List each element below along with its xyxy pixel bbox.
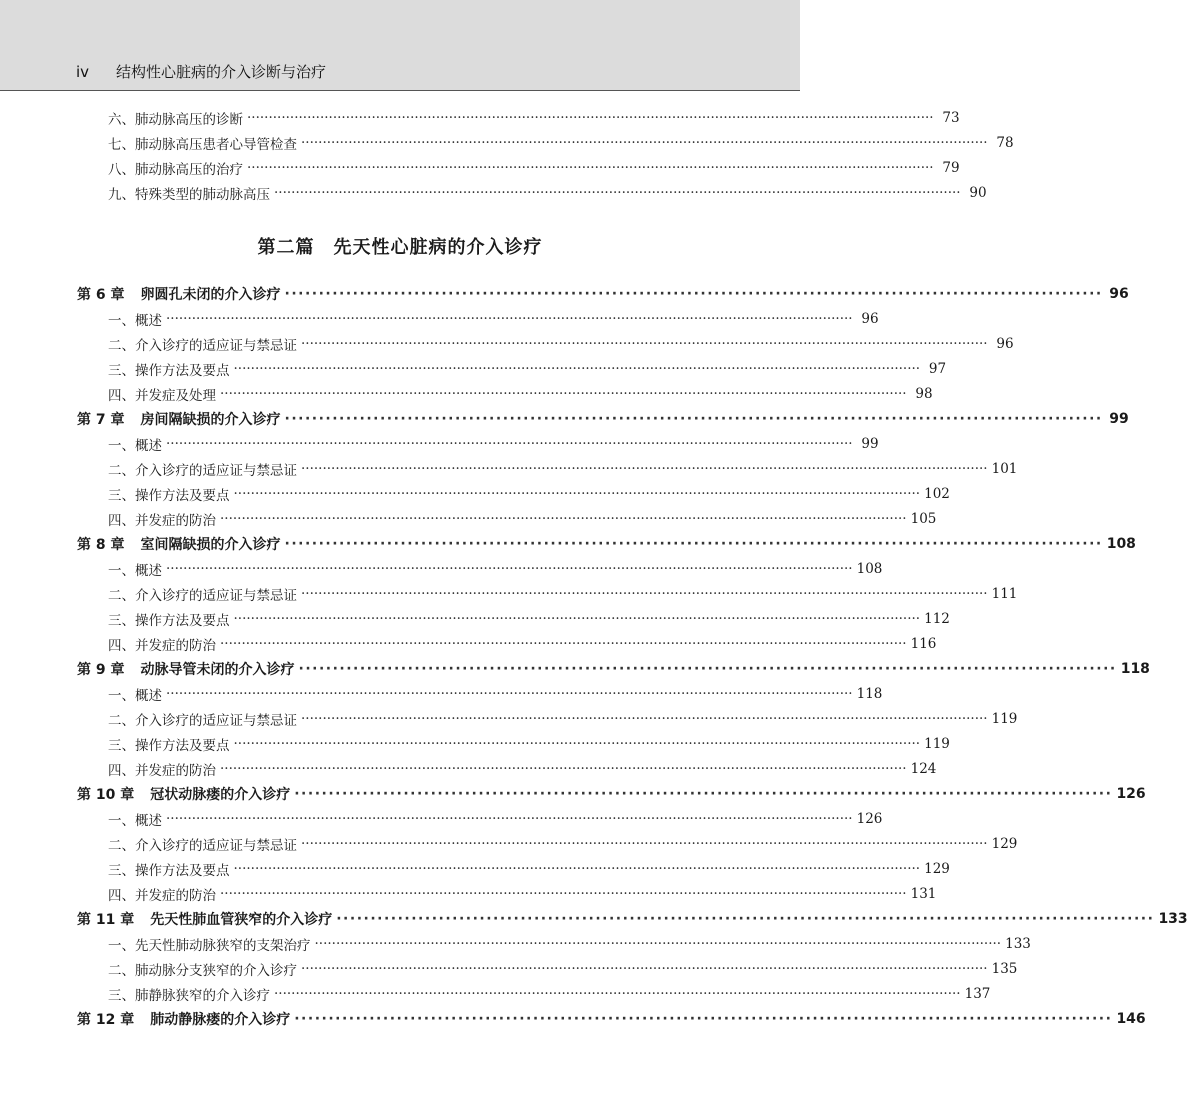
section-page: 101 [991, 461, 1018, 477]
dot-leader: ································································································································································ [166, 311, 853, 327]
dot-leader: ································································································································································ [166, 686, 853, 702]
section-title: 八、肺动脉高压的治疗 [108, 162, 243, 178]
section-title: 七、肺动脉高压患者心导管检查 [108, 137, 297, 153]
section-page: 119 [924, 736, 950, 752]
dot-leader: ································································································································································ [220, 761, 907, 777]
toc-chapter-entry[interactable] [77, 282, 1129, 306]
section-page: 90 [969, 185, 987, 201]
dot-leader: ································································································································································ [301, 836, 988, 852]
section-title: 二、肺动脉分支狭窄的介入诊疗 [108, 963, 297, 979]
toc-section-entry[interactable] [77, 707, 1018, 731]
toc-section-entry[interactable] [77, 432, 879, 456]
chapter-title: 室间隔缺损的介入诊疗 [140, 537, 281, 553]
toc-section-entry[interactable] [77, 482, 950, 506]
chapter-page: 99 [1109, 411, 1129, 427]
section-page: 96 [996, 336, 1014, 352]
running-header [0, 0, 800, 91]
dot-leader: ································································································································································ [166, 436, 853, 452]
toc-chapter-entry[interactable] [77, 907, 1188, 931]
dot-leader: ························································································································ [284, 411, 1103, 427]
section-page: 135 [991, 961, 1018, 977]
dot-leader: ································································································································································ [301, 336, 988, 352]
section-title: 四、并发症及处理 [108, 388, 216, 404]
section-page: 108 [856, 561, 883, 577]
section-title: 三、操作方法及要点 [108, 863, 230, 879]
dot-leader: ································································································································································ [233, 861, 921, 877]
section-title: 二、介入诊疗的适应证与禁忌证 [108, 463, 297, 479]
dot-leader: ································································································································································ [233, 486, 921, 502]
section-title: 三、肺静脉狭窄的介入诊疗 [108, 988, 270, 1004]
dot-leader: ································································································································································ [220, 886, 907, 902]
toc-section-entry[interactable] [77, 732, 950, 756]
dot-leader: ································································································································································ [274, 185, 961, 201]
toc-chapter-entry[interactable] [77, 782, 1146, 806]
chapter-number: 第 9 章 [77, 662, 125, 678]
chapter-page: 126 [1116, 786, 1146, 802]
section-title: 九、特殊类型的肺动脉高压 [108, 187, 270, 203]
chapter-page: 118 [1120, 661, 1150, 677]
section-title: 二、介入诊疗的适应证与禁忌证 [108, 713, 297, 729]
section-title: 三、操作方法及要点 [108, 613, 230, 629]
section-title: 一、先天性肺动脉狭窄的支架治疗 [108, 938, 311, 954]
dot-leader: ································································································································································ [301, 586, 988, 602]
toc-section-entry[interactable] [77, 932, 1031, 956]
chapter-page: 108 [1106, 536, 1136, 552]
dot-leader: ························································································································ [284, 286, 1103, 302]
section-title: 一、概述 [108, 313, 162, 329]
dot-leader: ································································································································································ [274, 986, 961, 1002]
section-page: 119 [991, 711, 1018, 727]
section-page: 105 [910, 511, 937, 527]
section-page: 137 [964, 986, 991, 1002]
section-title: 一、概述 [108, 688, 162, 704]
dot-leader: ························································································································ [294, 786, 1113, 802]
section-title: 一、概述 [108, 438, 162, 454]
toc-section-entry[interactable] [77, 757, 937, 781]
chapter-number: 第 11 章 [77, 912, 135, 928]
toc-chapter-entry[interactable] [77, 532, 1136, 556]
section-title: 二、介入诊疗的适应证与禁忌证 [108, 338, 297, 354]
dot-leader: ································································································································································ [220, 511, 907, 527]
section-title: 四、并发症的防治 [108, 888, 216, 904]
section-page: 126 [856, 811, 883, 827]
dot-leader: ························································································································ [336, 911, 1155, 927]
toc-chapter-entry[interactable] [77, 1007, 1146, 1031]
section-page: 79 [942, 160, 960, 176]
dot-leader: ································································································································································ [301, 711, 988, 727]
section-page: 116 [910, 636, 937, 652]
toc-section-entry[interactable] [77, 106, 960, 130]
chapter-number: 第 8 章 [77, 537, 125, 553]
chapter-title: 冠状动脉瘘的介入诊疗 [150, 787, 291, 803]
toc-section-entry[interactable] [77, 557, 883, 581]
section-title: 六、肺动脉高压的诊断 [108, 112, 243, 128]
section-page: 124 [910, 761, 937, 777]
toc-section-entry[interactable] [77, 957, 1018, 981]
dot-leader: ································································································································································ [166, 561, 853, 577]
section-page: 129 [924, 861, 950, 877]
dot-leader: ································································································································································ [247, 160, 934, 176]
section-title: 四、并发症的防治 [108, 763, 216, 779]
toc-section-entry[interactable] [77, 982, 991, 1006]
section-page: 133 [1005, 936, 1031, 952]
toc-section-entry[interactable] [77, 332, 1014, 356]
toc-section-entry[interactable] [77, 857, 950, 881]
page-number: iv [76, 63, 90, 81]
toc-section-entry[interactable] [77, 357, 947, 381]
toc-section-entry[interactable] [77, 156, 960, 180]
section-title: 一、概述 [108, 563, 162, 579]
chapter-page: 146 [1116, 1011, 1146, 1027]
dot-leader: ································································································································································ [220, 386, 907, 402]
toc-section-entry[interactable] [77, 832, 1018, 856]
dot-leader: ································································································································································ [314, 936, 1002, 952]
chapter-title: 动脉导管未闭的介入诊疗 [140, 662, 295, 678]
section-title: 四、并发症的防治 [108, 638, 216, 654]
toc-section-entry[interactable] [77, 882, 937, 906]
dot-leader: ································································································································································ [166, 811, 853, 827]
toc-section-entry[interactable] [77, 382, 933, 406]
section-page: 102 [924, 486, 950, 502]
chapter-page: 133 [1158, 911, 1188, 927]
section-page: 97 [928, 361, 947, 377]
section-title: 三、操作方法及要点 [108, 738, 230, 754]
section-title: 三、操作方法及要点 [108, 488, 230, 504]
section-page: 78 [996, 135, 1014, 151]
section-page: 111 [991, 586, 1018, 602]
section-page: 73 [942, 110, 960, 126]
section-page: 112 [924, 611, 950, 627]
toc-section-entry[interactable] [77, 307, 879, 331]
toc-chapter-entry[interactable] [77, 657, 1150, 681]
dot-leader: ································································································································································ [233, 611, 921, 627]
dot-leader: ································································································································································ [301, 461, 988, 477]
chapter-page: 96 [1109, 286, 1129, 302]
part-title: 第二篇 先天性心脏病的介入诊疗 [257, 237, 543, 258]
toc-section-entry[interactable] [77, 807, 883, 831]
dot-leader: ························································································································ [298, 661, 1117, 677]
chapter-number: 第 7 章 [77, 412, 125, 428]
toc-chapter-entry[interactable] [77, 407, 1129, 431]
toc-section-entry[interactable] [77, 682, 883, 706]
section-title: 三、操作方法及要点 [108, 363, 230, 379]
toc-section-entry[interactable] [77, 632, 937, 656]
chapter-title: 卵圆孔未闭的介入诊疗 [140, 287, 281, 303]
section-page: 98 [915, 386, 933, 402]
book-title: 结构性心脏病的介入诊断与治疗 [116, 63, 327, 81]
chapter-title: 先天性肺血管狭窄的介入诊疗 [150, 912, 333, 928]
dot-leader: ································································································································································ [301, 135, 988, 151]
section-title: 四、并发症的防治 [108, 513, 216, 529]
section-page: 118 [856, 686, 883, 702]
toc-section-entry[interactable] [77, 181, 987, 205]
dot-leader: ································································································································································ [247, 110, 934, 126]
dot-leader: ························································································································ [294, 1011, 1113, 1027]
toc-section-entry[interactable] [77, 582, 1018, 606]
dot-leader: ································································································································································ [220, 636, 907, 652]
section-page: 96 [861, 311, 879, 327]
chapter-number: 第 6 章 [77, 287, 125, 303]
dot-leader: ································································································································································ [233, 361, 921, 377]
toc-section-entry[interactable] [77, 507, 937, 531]
chapter-title: 房间隔缺损的介入诊疗 [140, 412, 281, 428]
section-page: 131 [910, 886, 937, 902]
section-page: 129 [991, 836, 1018, 852]
dot-leader: ································································································································································ [233, 736, 921, 752]
section-title: 二、介入诊疗的适应证与禁忌证 [108, 588, 297, 604]
toc-section-entry[interactable] [77, 131, 1014, 155]
dot-leader: ························································································································ [284, 536, 1103, 552]
chapter-number: 第 12 章 [77, 1012, 135, 1028]
toc-section-entry[interactable] [77, 607, 950, 631]
section-title: 二、介入诊疗的适应证与禁忌证 [108, 838, 297, 854]
section-page: 99 [861, 436, 879, 452]
section-title: 一、概述 [108, 813, 162, 829]
toc-section-entry[interactable] [77, 457, 1018, 481]
dot-leader: ································································································································································ [301, 961, 988, 977]
chapter-number: 第 10 章 [77, 787, 135, 803]
chapter-title: 肺动静脉瘘的介入诊疗 [150, 1012, 291, 1028]
